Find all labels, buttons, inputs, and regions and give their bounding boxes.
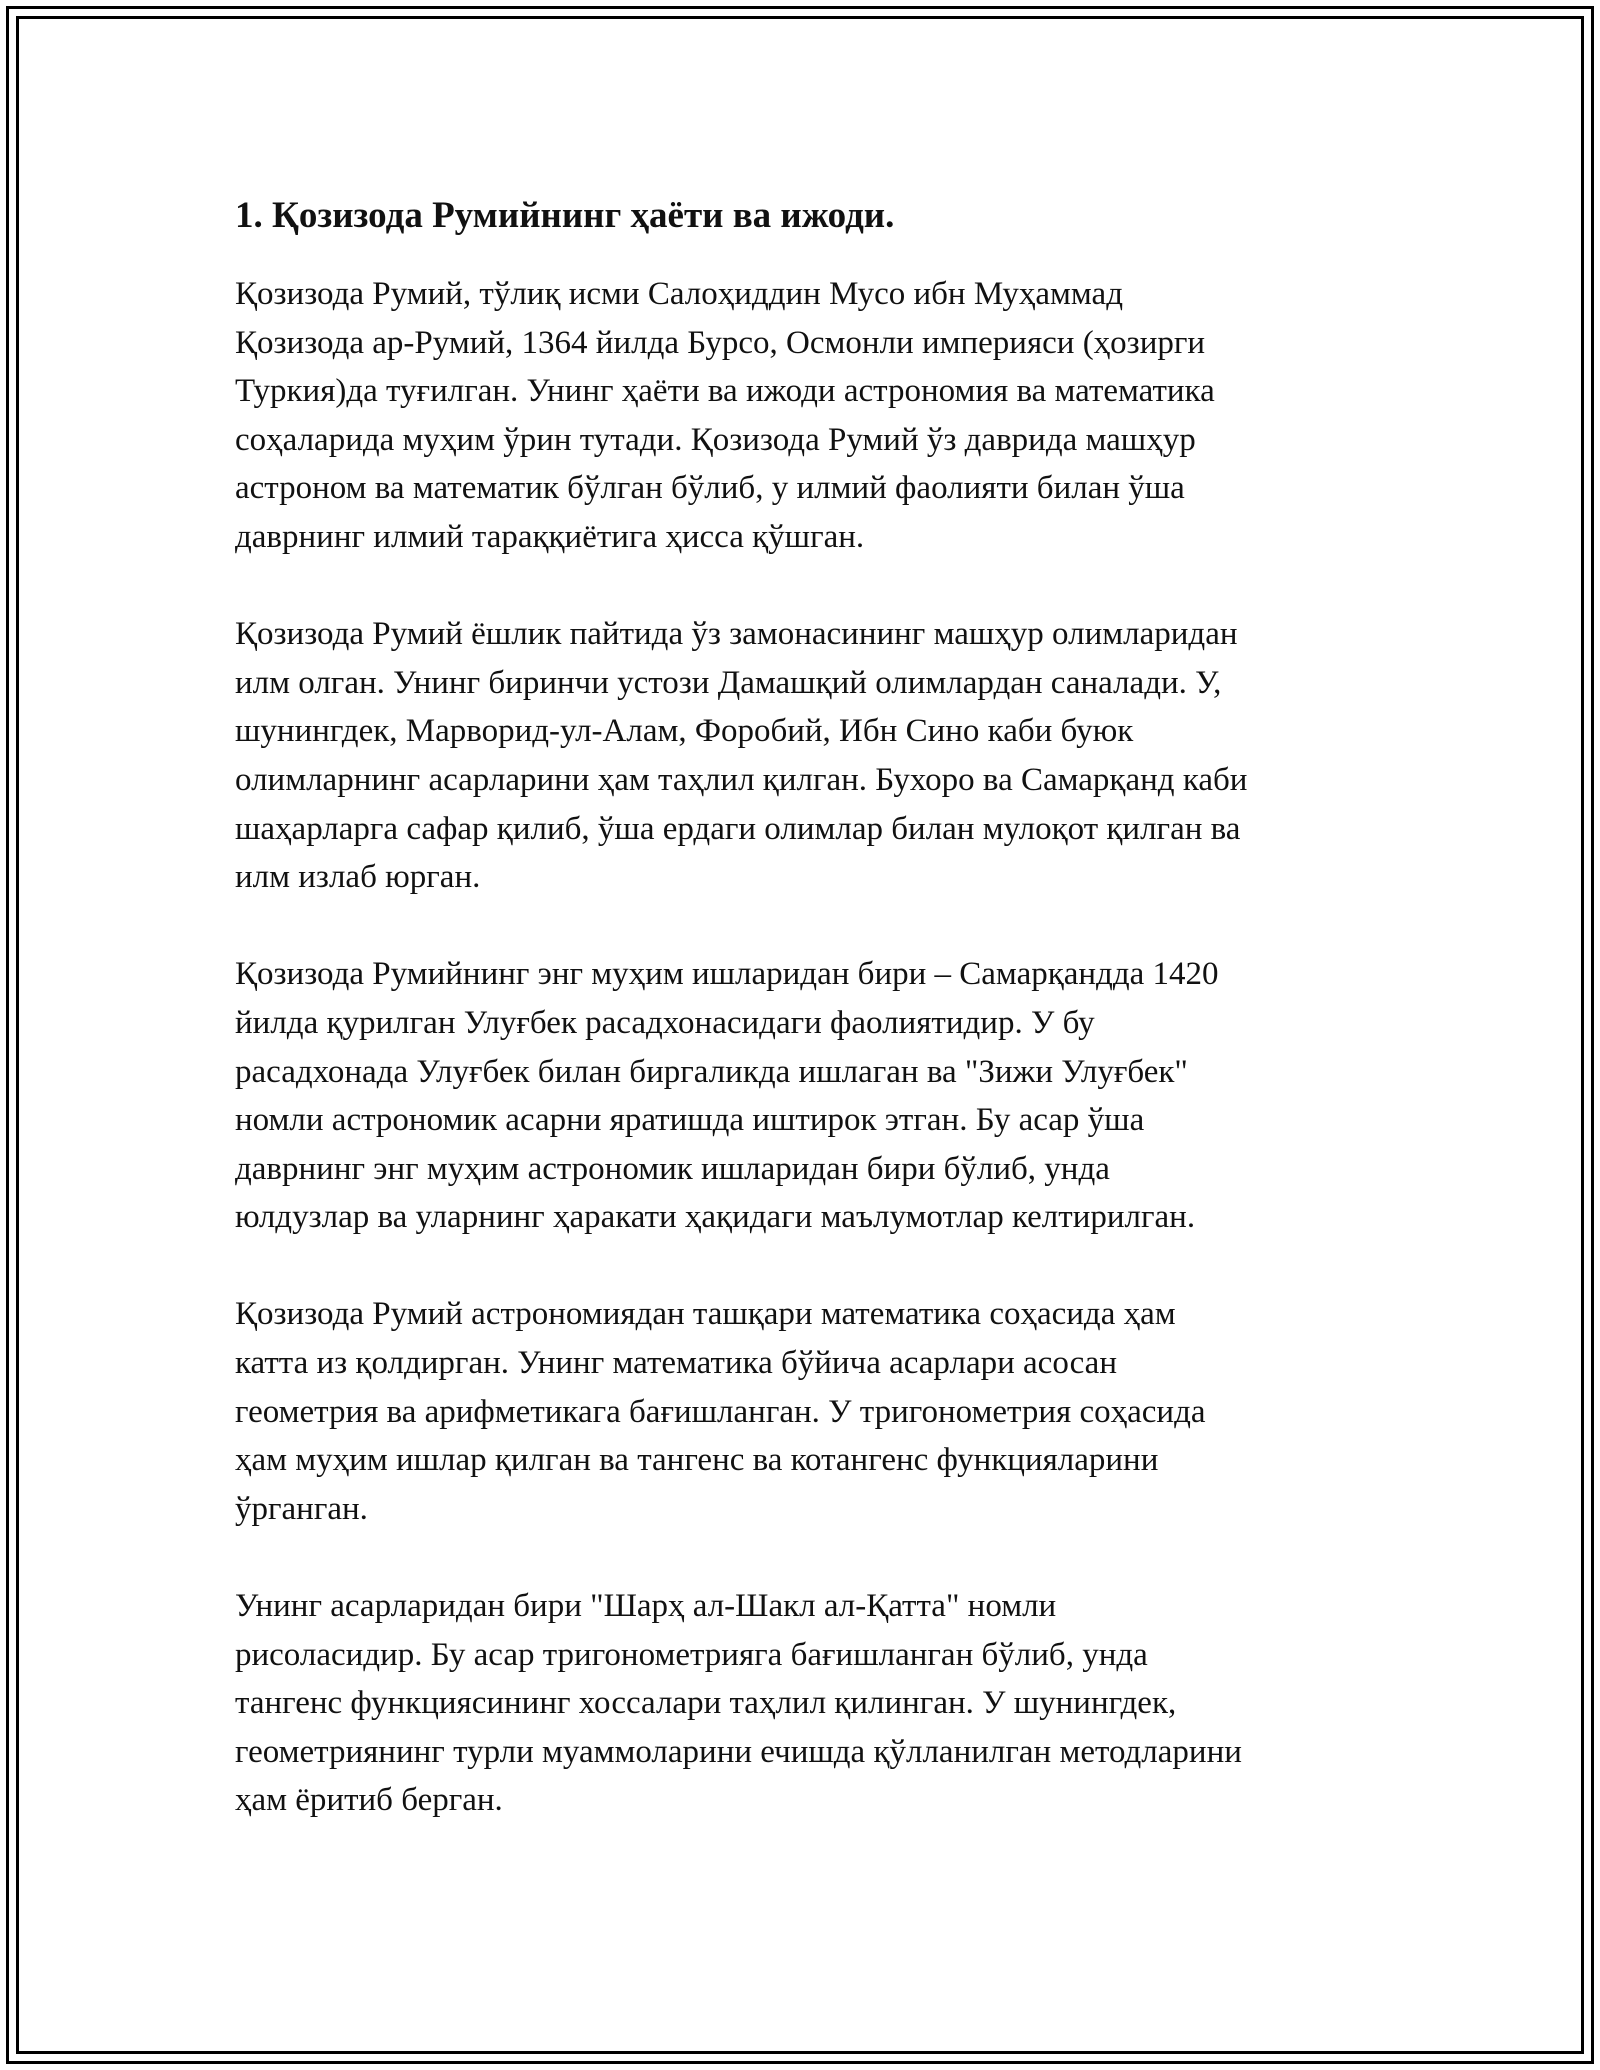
paragraph-5: Унинг асарларидан бири "Шарҳ ал-Шакл ал-Қатта" номли рисоласидир. Бу асар тригонометрияга бағишланган бўлиб, унда тангенс функциясининг хоссалари таҳлил қилинган. У шунингдек, геометриянинг турли муаммоларини ечишда қўлланилган методларини ҳам ёритиб берган.	[235, 1588, 1242, 1819]
paragraph-2: Қозизода Румий ёшлик пайтида ўз замонасининг машҳур олимларидан илм олган. Унинг биринчи устози Дамашқий олимлардан саналади. У, шунингдек, Марворид-ул-Алам, Форобий, Ибн Сино каби буюк олимларнинг асарларини ҳам таҳлил қилган. Бухоро ва Самарқанд каби шаҳарларга сафар қилиб, ўша ердаги олимлар билан мулоқот қилган ва илм излаб юрган.	[235, 616, 1248, 896]
paragraph-4: Қозизода Румий астрономиядан ташқари математика соҳасида ҳам катта из қолдирган. Унинг математика бўйича асарлари асосан геометрия ва арифметикага бағишланган. У тригонометрия соҳасида ҳам муҳим ишлар қилган ва тангенс ва котангенс функцияларини ўрганган.	[235, 1296, 1206, 1527]
paragraph-1: Қозизода Румий, тўлиқ исми Салоҳиддин Мусо ибн Муҳаммад Қозизода ар-Румий, 1364 йилда Бурсо, Осмонли империяси (ҳозирги Туркия)да туғилган. Унинг ҳаёти ва ижоди астрономия ва математика соҳаларида муҳим ўрин тутади. Қозизода Румий ўз даврида машҳур астроном ва математик бўлган бўлиб, у илмий фаолияти билан ўша даврнинг илмий тараққиётига ҳисса қўшган.	[235, 276, 1215, 555]
section-heading: 1. Қозизода Румийнинг ҳаёти ва ижоди.	[235, 195, 895, 236]
document-body	[235, 192, 1380, 1874]
paragraph-3: Қозизода Румийнинг энг муҳим ишларидан бири – Самарқандда 1420 йилда қурилган Улуғбек расадхонасидаги фаолиятидир. У бу расадхонада Улуғбек билан биргаликда ишлаган ва "Зижи Улуғбек" номли астрономик асарни яратишда иштирок этган. Бу асар ўша даврнинг энг муҳим астрономик ишларидан бири бўлиб, унда юлдузлар ва уларнинг ҳаракати ҳақидаги маълумотлар келтирилган.	[235, 956, 1219, 1236]
